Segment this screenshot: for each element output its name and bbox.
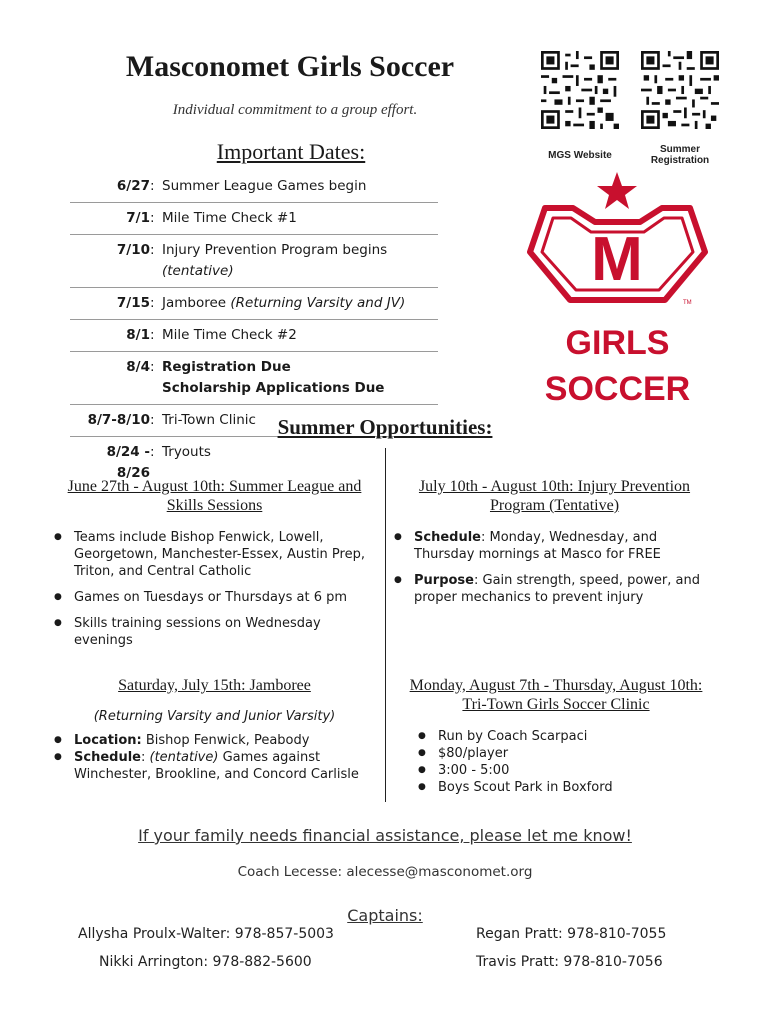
injury-prevention-bullets [392, 529, 717, 606]
date-row: 8/24 - 8/26 : Tryouts [70, 437, 438, 489]
schedule-label: Schedule [74, 750, 141, 765]
coach-contact[interactable]: Coach Lecesse: alecesse@masconomet.org [237, 864, 533, 880]
logo-text-line1: GIRLS [565, 324, 670, 362]
jamboree-title: Saturday, July 15th: Jamboree [118, 677, 311, 694]
location-text: Bishop Fenwick, Peabody [141, 733, 310, 748]
qr-code-icon [641, 50, 719, 130]
qr-registration-label-line1: Summer [659, 144, 700, 155]
date-text: Mile Time Check #1 [162, 210, 297, 226]
date-text: Tryouts [162, 444, 211, 460]
list-item: ● Teams include Bishop Fenwick, Lowell, Georgetown, Manchester-Essex, Austin Prep, Triton, and Central Catholic [52, 529, 377, 580]
date-row: 8/1 : Mile Time Check #2 [70, 320, 438, 352]
injury-prevention-title: July 10th - August 10th: Injury Prevention Program (Tentative) [418, 478, 691, 514]
logo-letter: M [591, 225, 643, 294]
summer-league-section [52, 477, 377, 658]
purpose-text: : Gain strength, speed, power, and proper mechanics to prevent injury [414, 573, 700, 605]
column-divider [385, 448, 386, 802]
schedule-label: Schedule [414, 530, 481, 545]
summer-league-title: June 27th - August 10th: Summer League and Skills Sessions [67, 478, 362, 514]
qr-registration-label-line2: Registration [650, 155, 710, 166]
important-dates-list [70, 171, 438, 489]
jamboree-section [52, 676, 377, 783]
list-item: ● Skills training sessions on Wednesday evenings [52, 615, 377, 649]
date-note: (Returning Varsity and JV) [230, 295, 406, 311]
list-item [52, 732, 377, 749]
date-text: Registration Due [162, 359, 291, 375]
date-key: 8/24 - 8/26 [106, 444, 150, 481]
qr-registration[interactable] [641, 50, 719, 134]
qr-code-icon [541, 50, 619, 130]
captains-heading: Captains: [347, 906, 423, 925]
summer-league-bullets [52, 529, 377, 649]
date-row: 8/4 : Registration Due Scholarship Applications Due [70, 352, 438, 405]
list-item: ● Run by Coach Scarpaci [416, 728, 716, 745]
clinic-bullets [396, 728, 716, 796]
list-item: ● Games on Tuesdays or Thursdays at 6 pm [52, 589, 377, 606]
list-item [392, 529, 717, 563]
date-row: 7/10 : Injury Prevention Program begins (tentative) [70, 235, 438, 288]
date-key: 8/4 [126, 359, 150, 375]
date-row: 7/1 : Mile Time Check #1 [70, 203, 438, 235]
qr-website[interactable] [541, 50, 619, 134]
date-text: Tri-Town Clinic [162, 412, 256, 428]
list-item: ● Boys Scout Park in Boxford [416, 779, 716, 796]
injury-prevention-section [392, 477, 717, 615]
qr-website-label: MGS Website [548, 150, 612, 161]
date-key: 7/15 [116, 295, 150, 311]
date-key: 7/10 [116, 242, 150, 258]
schedule-text: Games against Winchester, Brookline, and Concord Carlisle [74, 750, 359, 782]
page-title: Masconomet Girls Soccer [125, 50, 455, 83]
logo-text-line2: SOCCER [544, 370, 691, 408]
list-item: ● Schedule: (tentative) Games against Winchester, Brookline, and Concord Carlisle [52, 749, 377, 783]
date-key: 7/1 [126, 210, 150, 226]
financial-assistance-note: If your family needs financial assistance, please let me know! [138, 826, 632, 845]
date-text: Injury Prevention Program begins [162, 242, 388, 258]
date-note: (tentative) [162, 263, 234, 279]
clinic-section [396, 676, 716, 796]
clinic-title: Monday, August 7th - Thursday, August 10th: Tri-Town Girls Soccer Clinic [409, 677, 703, 713]
captain-contact: Travis Pratt: 978-810-7056 [476, 954, 663, 970]
date-row: 8/7-8/10 : Tri-Town Clinic [70, 405, 438, 437]
date-key: 6/27 [116, 178, 150, 194]
date-text: Jamboree [162, 295, 227, 311]
captain-contact: Allysha Proulx-Walter: 978-857-5003 [78, 926, 334, 942]
qr-registration-label [635, 144, 725, 166]
star-icon [597, 172, 637, 209]
jamboree-bullets [52, 732, 377, 783]
date-text-2: Scholarship Applications Due [162, 380, 385, 396]
list-item [392, 572, 717, 606]
important-dates-heading: Important Dates: [216, 139, 366, 164]
date-row: 7/15 : Jamboree (Returning Varsity and JV) [70, 288, 438, 320]
date-key: 8/1 [126, 327, 150, 343]
schedule-text: : Monday, Wednesday, and Thursday mornings at Masco for FREE [414, 530, 661, 562]
logo-trademark: TM [683, 300, 692, 306]
purpose-label: Purpose [414, 573, 474, 588]
summer-opportunities-heading: Summer Opportunities: [277, 415, 493, 439]
schedule-note: (tentative) [149, 750, 219, 765]
captain-contact: Regan Pratt: 978-810-7055 [476, 926, 667, 942]
date-row: 6/27 : Summer League Games begin [70, 171, 438, 203]
jamboree-subtitle: (Returning Varsity and Junior Varsity) [93, 709, 336, 724]
team-logo [525, 170, 710, 310]
captain-contact: Nikki Arrington: 978-882-5600 [99, 954, 312, 970]
list-item: ● $80/player [416, 745, 716, 762]
date-key: 8/7-8/10 [87, 412, 150, 428]
tagline: Individual commitment to a group effort. [172, 102, 418, 118]
location-label: Location: [74, 733, 142, 748]
date-text: Summer League Games begin [162, 178, 367, 194]
date-text: Mile Time Check #2 [162, 327, 297, 343]
list-item: ● 3:00 - 5:00 [416, 762, 716, 779]
logo-text [515, 320, 720, 412]
